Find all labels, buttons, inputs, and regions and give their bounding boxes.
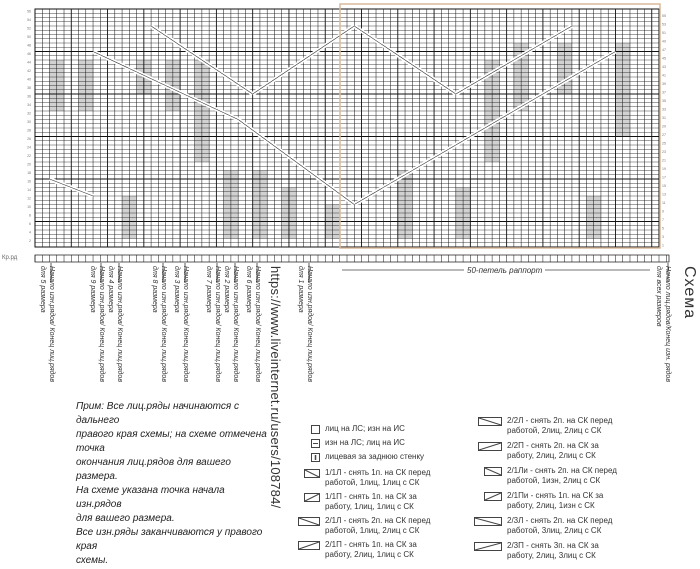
legend-text (507, 491, 603, 511)
marker-size: для 7 размера (205, 266, 212, 313)
marker-label: Начало изн.рядов/ Конец лиц.рядов (254, 266, 261, 382)
marker-size: для 6 размера (245, 266, 252, 313)
cable-2-2-right-icon (470, 441, 502, 451)
legend-item (470, 416, 612, 436)
marker-size: для 4 размера (107, 266, 114, 313)
legend-item (296, 540, 417, 560)
marker-label: Начало изн.рядов/ Конец лиц.рядов (182, 266, 189, 382)
marker-label: Начало изн.рядов/ Конец лиц.рядов (48, 266, 55, 382)
row-number-right: 7 (662, 217, 664, 222)
size-marker (296, 266, 314, 382)
legend-item (296, 452, 424, 462)
all-sizes-size: для всех размеров (655, 266, 662, 327)
edge-row-label: Кр.рд (2, 255, 18, 261)
marker-label: Начало изн.рядов/ Конец лиц.рядов (306, 266, 313, 382)
rapport-label: 50-петель раппорт (464, 266, 545, 275)
size-marker (150, 266, 168, 382)
row-number-left: 56 (27, 9, 31, 14)
row-number-right: 1 (662, 243, 664, 248)
row-number-left: 38 (27, 86, 31, 90)
row-number-left: 36 (27, 94, 31, 99)
legend-line-2: работу, 1лиц, 1лиц с СК (325, 502, 414, 511)
legend-line-2: работу, 2лиц, 3лиц с СК (507, 551, 596, 560)
row-number-right: 23 (662, 149, 666, 154)
row-number-right: 17 (662, 175, 666, 180)
legend-item (470, 541, 599, 561)
row-number-right: 39 (662, 81, 666, 86)
row-number-right: 5 (662, 226, 664, 231)
cable-2-1-right-icon (296, 540, 320, 550)
legend-text (325, 516, 430, 536)
size-marker (204, 266, 222, 382)
legend-text (325, 424, 405, 434)
legend-item (296, 424, 405, 434)
row-number-right: 13 (662, 192, 666, 197)
legend-line-2: работу, 2лиц, 2лиц с СК (507, 451, 596, 460)
legend-item (296, 438, 405, 448)
marker-size: для 2 размера (223, 266, 230, 313)
row-number-left: 40 (27, 77, 31, 82)
row-number-left: 26 (27, 137, 31, 141)
row-number-left: 16 (27, 179, 31, 184)
legend-line-2: работой, 3лиц, 2лиц с СК (507, 526, 602, 535)
legend-text (507, 441, 599, 461)
legend-item (470, 466, 617, 486)
row-number-left: 34 (27, 103, 31, 107)
marker-label: Начало изн.рядов/ Конец лиц.рядов (214, 266, 221, 382)
row-number-right: 29 (662, 124, 666, 129)
row-number-left: 42 (27, 69, 31, 73)
marker-label: Начало изн.рядов/ Конец лиц.рядов (232, 266, 239, 382)
all-sizes-label: Начало лиц.рядов/Конец изн. рядов (664, 266, 671, 382)
note-line: Все изн.ряды заканчиваются у правого края (76, 527, 263, 552)
legend-text (325, 468, 430, 488)
legend-line-1: изн на ЛС; лиц на ИС (325, 438, 405, 447)
row-number-right: 3 (662, 234, 664, 239)
legend-line-1: 2/2Л - снять 2п. на СК перед (507, 416, 613, 425)
legend-line-1: 2/1П - снять 1п. на СК за (325, 540, 417, 549)
cable-2-1-right-purl-icon (470, 491, 502, 501)
row-number-left: 24 (27, 145, 31, 150)
row-number-left: 46 (27, 52, 31, 56)
marker-label: Начало изн.рядов/ Конец лиц.рядов (160, 266, 167, 382)
legend-item (296, 516, 430, 536)
legend-text (325, 540, 417, 560)
row-number-right: 31 (662, 115, 666, 120)
legend-text (325, 452, 424, 462)
marker-size: для 1 размера (297, 266, 304, 313)
row-number-left: 8 (29, 213, 31, 218)
url-watermark: https://www.liveinternet.ru/users/108784/ (268, 266, 283, 509)
legend-item (470, 491, 603, 511)
row-number-left: 44 (27, 60, 31, 65)
cable-1-1-right-icon (296, 492, 320, 502)
legend-line-1: 2/1Ли - снять 2п. на СК перед (507, 466, 617, 475)
row-number-left: 6 (29, 222, 31, 226)
row-number-right: 27 (662, 132, 666, 137)
note-line: для вашего размера. (76, 513, 175, 524)
row-number-left: 30 (27, 120, 31, 124)
cable-2-1-left-purl-icon (470, 466, 502, 476)
legend-line-1: 2/1Пи - снять 1п. на СК за (507, 491, 604, 500)
legend-text (325, 492, 417, 512)
row-number-left: 52 (27, 26, 31, 31)
row-number-right: 11 (662, 200, 666, 205)
size-marker (172, 266, 190, 382)
legend-line-2: работу, 2лиц, 1изн с СК (507, 501, 595, 510)
row-number-right: 55 (662, 13, 666, 18)
purl-square-icon (296, 438, 320, 448)
legend-item (470, 516, 612, 536)
cable-2-3-right-icon (470, 541, 502, 551)
row-number-left: 50 (27, 35, 31, 39)
row-number-right: 47 (662, 47, 666, 52)
note-line: На схеме указана точка начала изн.рядов (76, 485, 225, 510)
row-number-right: 33 (662, 107, 666, 112)
cable-1-1-left-icon (296, 468, 320, 478)
row-number-right: 49 (662, 39, 666, 44)
row-number-left: 28 (27, 128, 31, 133)
row-number-right: 41 (662, 73, 666, 78)
row-number-right: 37 (662, 90, 666, 95)
twisted-knit-icon (296, 452, 320, 462)
legend-line-1: 1/1П - снять 1п. на СК за (325, 492, 417, 501)
cable-2-2-left-icon (470, 416, 502, 426)
legend-text (507, 466, 617, 486)
row-number-right: 53 (662, 22, 666, 27)
row-number-right: 15 (662, 183, 666, 188)
row-number-left: 20 (27, 162, 31, 167)
all-sizes-marker (654, 266, 672, 382)
row-number-left: 4 (29, 230, 31, 235)
legend-text (507, 416, 612, 436)
legend-line-2: работу, 2лиц, 1лиц с СК (325, 550, 414, 559)
edge-row (35, 255, 669, 262)
row-number-left: 48 (27, 43, 31, 48)
legend-line-1: лиц на ЛС; изн на ИС (325, 424, 405, 433)
legend-text (507, 541, 599, 561)
row-number-left: 54 (27, 18, 31, 22)
note-line: Прим: Все лиц.ряды начинаются с дальнего (76, 401, 239, 426)
marker-size: для 8 размера (151, 266, 158, 313)
knit-square-icon (296, 424, 320, 434)
legend-line-1: 2/3П - снять 3п. на СК за (507, 541, 599, 550)
cable-2-1-left-icon (296, 516, 320, 526)
row-number-right: 45 (662, 56, 666, 61)
legend-line-1: 2/2П - снять 2п. на СК за (507, 441, 599, 450)
row-number-left: 12 (27, 196, 31, 201)
row-number-left: 18 (27, 171, 31, 175)
legend-item (296, 492, 417, 512)
legend-line-1: лицевая за заднюю стенку (325, 452, 425, 461)
legend-item (296, 468, 430, 488)
marker-size: для 3 размера (173, 266, 180, 313)
size-marker (222, 266, 240, 382)
row-number-right: 51 (662, 30, 666, 35)
marker-size: для 9 размера (89, 266, 96, 313)
legend-text (507, 516, 612, 536)
legend-line-2: работой, 1лиц, 1лиц с СК (325, 478, 420, 487)
row-number-right: 43 (662, 64, 666, 69)
row-number-left: 2 (29, 239, 31, 243)
note-line: окончания лиц.рядов для вашего размера. (76, 457, 231, 482)
marker-size: для 5 размера (39, 266, 46, 313)
legend-line-2: работой, 2лиц, 2лиц с СК (507, 426, 602, 435)
note-line: правого края схемы; на схеме отмечена точка (76, 429, 267, 454)
legend-item (470, 441, 599, 461)
legend-line-1: 2/1Л - снять 2п. на СК перед (325, 516, 431, 525)
size-marker (244, 266, 262, 382)
legend-text (325, 438, 405, 448)
size-marker (88, 266, 106, 382)
legend-line-1: 1/1Л - снять 1п. на СК перед (325, 468, 431, 477)
row-number-left: 10 (27, 205, 31, 209)
size-marker (38, 266, 56, 382)
row-number-right: 35 (662, 98, 666, 103)
chart-title: Схема (681, 266, 698, 320)
note-line: схемы. (76, 555, 109, 566)
legend-line-2: работой, 1лиц, 2лиц с СК (325, 526, 420, 535)
row-number-right: 25 (662, 141, 666, 146)
row-number-right: 9 (662, 209, 664, 214)
row-number-left: 32 (27, 111, 31, 116)
cable-2-3-left-icon (470, 516, 502, 526)
size-marker (106, 266, 124, 382)
row-number-right: 19 (662, 166, 666, 171)
note-block (76, 400, 272, 568)
marker-label: Начало изн.рядов/ Конец лиц.рядов (98, 266, 105, 382)
row-number-right: 21 (662, 158, 666, 163)
legend-line-1: 2/3Л - снять 2п. на СК перед (507, 516, 613, 525)
row-number-left: 14 (27, 188, 31, 192)
legend-line-2: работой, 1изн, 2лиц с СК (507, 476, 601, 485)
marker-label: Начало изн.рядов/ Конец лиц.рядов (116, 266, 123, 382)
row-number-left: 22 (27, 154, 31, 158)
